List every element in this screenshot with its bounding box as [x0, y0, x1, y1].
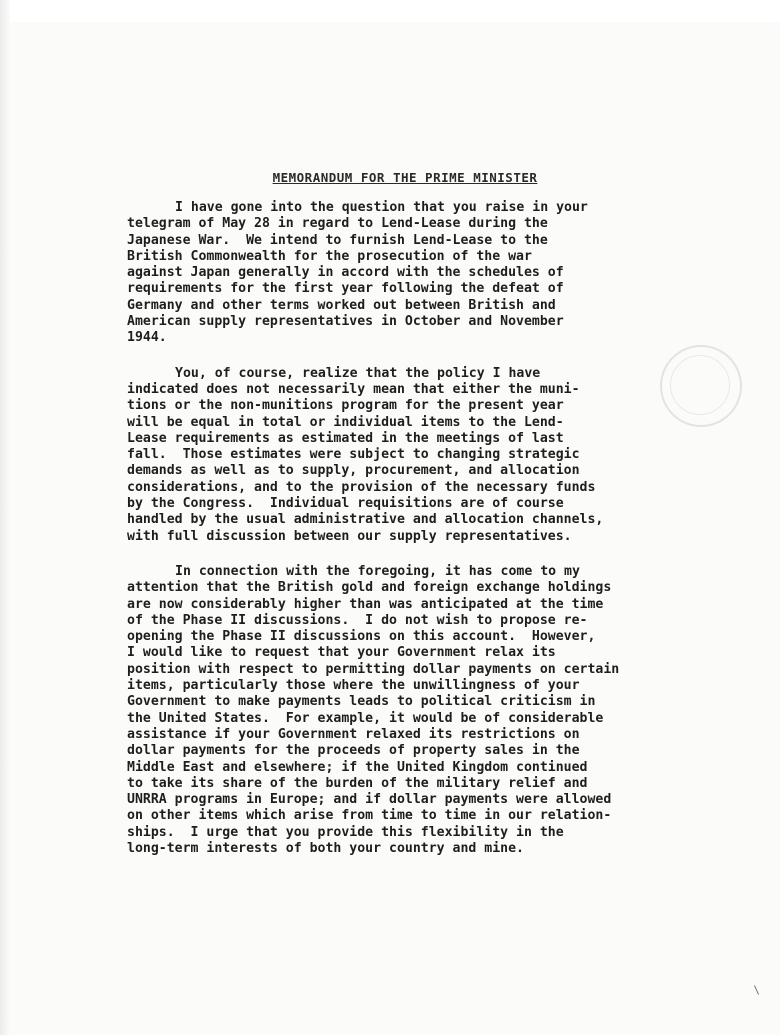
text-line: long-term interests of both your country and mine. [127, 840, 524, 856]
text-line: ships. I urge that you provide this flexibility in the [127, 824, 564, 840]
text-line: on other items which arise from time to time in our relation- [127, 808, 612, 824]
text-line: by the Congress. Individual requisitions are of course [127, 496, 564, 512]
text-line: will be equal in total or individual items to the Lend- [127, 414, 564, 430]
text-line: opening the Phase II discussions on this account. However, [127, 629, 596, 645]
memo-title: MEMORANDUM FOR THE PRIME MINISTER [272, 170, 538, 185]
faded-stamp [660, 345, 742, 427]
text-line: Middle East and elsewhere; if the United Kingdom continued [127, 759, 588, 775]
text-line: telegram of May 28 in regard to Lend-Lease during the [127, 216, 548, 232]
text-line: tions or the non-munitions program for the present year [127, 398, 564, 414]
text-line: Government to make payments leads to political criticism in [127, 694, 596, 710]
text-line: I would like to request that your Government relax its [127, 645, 556, 661]
text-line: handled by the usual administrative and allocation channels, [127, 512, 604, 528]
text-line: against Japan generally in accord with the schedules of [127, 265, 564, 281]
text-line: American supply representatives in October and November [127, 314, 564, 330]
paragraph-2 [127, 366, 687, 545]
memo-body [127, 200, 687, 876]
text-line: fall. Those estimates were subject to changing strategic [127, 447, 580, 463]
paragraph-1 [127, 200, 687, 347]
text-line: You, of course, realize that the policy I have [175, 365, 541, 381]
paragraph-3 [127, 564, 687, 857]
text-line: items, particularly those where the unwillingness of your [127, 678, 580, 694]
text-line: demands as well as to supply, procurement, and allocation [127, 463, 580, 479]
text-line: In connection with the foregoing, it has come to my [175, 563, 580, 579]
text-line: Germany and other terms worked out between British and [127, 297, 556, 313]
text-line: requirements for the first year following the defeat of [127, 281, 564, 297]
text-line: attention that the British gold and foreign exchange holdings [127, 580, 612, 596]
text-line: Lease requirements as estimated in the meetings of last [127, 430, 564, 446]
text-line: to take its share of the burden of the military relief and [127, 775, 588, 791]
text-line: indicated does not necessarily mean that either the muni- [127, 381, 580, 397]
text-line: assistance if your Government relaxed its restrictions on [127, 726, 580, 742]
text-line: UNRRA programs in Europe; and if dollar payments were allowed [127, 792, 612, 808]
text-line: Japanese War. We intend to furnish Lend-Lease to the [127, 232, 548, 248]
page-top-margin [0, 0, 780, 22]
text-line: I have gone into the question that you raise in your [175, 200, 588, 215]
text-line: 1944. [127, 330, 167, 346]
text-line: dollar payments for the proceeds of property sales in the [127, 743, 580, 759]
text-line: considerations, and to the provision of the necessary funds [127, 479, 596, 495]
text-line: of the Phase II discussions. I do not wish to propose re- [127, 612, 588, 628]
text-line: are now considerably higher than was anticipated at the time [127, 596, 604, 612]
faded-stamp-ring [670, 355, 730, 415]
text-line: British Commonwealth for the prosecution of the war [127, 248, 532, 264]
text-line: with full discussion between our supply representatives. [127, 528, 572, 544]
page-mark [754, 985, 759, 994]
text-line: the United States. For example, it would be of considerable [127, 710, 604, 726]
text-line: position with respect to permitting dollar payments on certain [127, 661, 620, 677]
page-left-edge [0, 0, 10, 1035]
